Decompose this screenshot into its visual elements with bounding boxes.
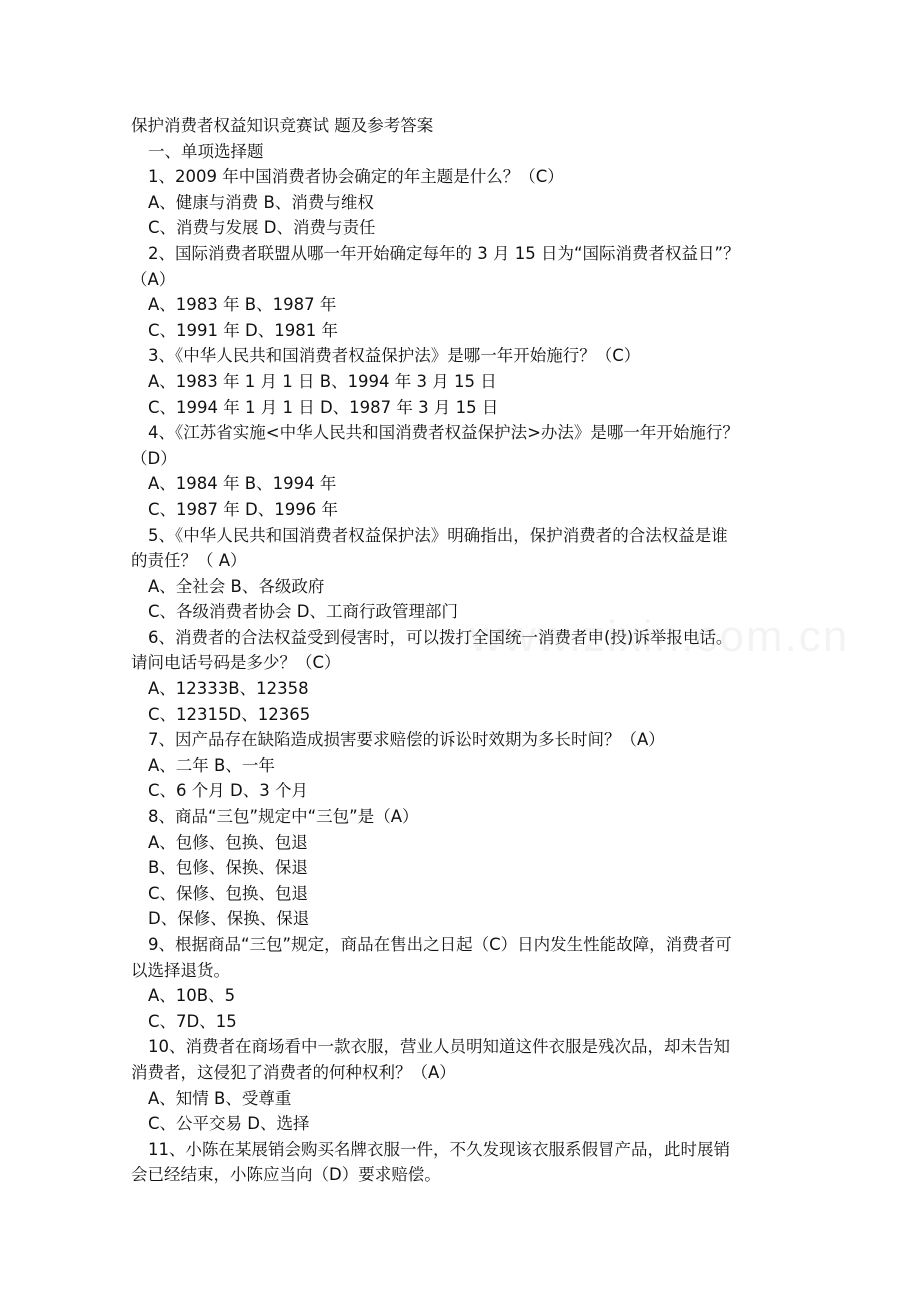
option-line: A、二年 B、一年 [148, 755, 275, 775]
option-line: A、包修、包换、包退 [148, 832, 308, 852]
question-9-continuation: 以选择退货。 [131, 960, 230, 980]
option-line: B、包修、保换、保退 [148, 858, 308, 878]
option-line: A、1984 年 B、1994 年 [148, 474, 337, 494]
question-6-continuation: 请问电话号码是多少？（C） [131, 653, 341, 673]
section-heading: 一、单项选择题 [148, 141, 264, 161]
question-10: 10、消费者在商场看中一款衣服，营业人员明知道这件衣服是残次品，却未告知 [148, 1037, 730, 1057]
option-line: D、保修、保换、保退 [148, 909, 310, 929]
option-line: C、1991 年 D、1981 年 [148, 320, 338, 340]
option-line: C、6 个月 D、3 个月 [148, 781, 308, 801]
document-title: 保护消费者权益知识竞赛试 题及参考答案 [131, 116, 434, 135]
option-line: C、1987 年 D、1996 年 [148, 499, 338, 519]
option-line: C、保修、包换、包退 [148, 883, 309, 903]
question-7: 7、因产品存在缺陷造成损害要求赔偿的诉讼时效期为多长时间？（A） [148, 730, 665, 750]
option-line: C、12315D、12365 [148, 704, 311, 724]
question-5: 5、《中华人民共和国消费者权益保护法》明确指出，保护消费者的合法权益是谁 [148, 525, 728, 545]
question-11-continuation: 会已经结束，小陈应当向（D）要求赔偿。 [131, 1165, 441, 1185]
question-3: 3、《中华人民共和国消费者权益保护法》是哪一年开始施行？（C） [148, 346, 641, 366]
option-line: A、10B、5 [148, 986, 236, 1006]
question-4: 4、《江苏省实施<中华人民共和国消费者权益保护法>办法》是哪一年开始施行？ [148, 423, 739, 443]
question-2: 2、国际消费者联盟从哪一年开始确定每年的 3 月 15 日为“国际消费者权益日”？ [148, 243, 740, 263]
option-line: C、7D、15 [148, 1011, 237, 1031]
option-line: A、健康与消费 B、消费与维权 [148, 192, 374, 212]
option-line: A、全社会 B、各级政府 [148, 576, 325, 596]
question-5-continuation: 的责任？（ A） [131, 551, 247, 571]
option-line: C、1994 年 1 月 1 日 D、1987 年 3 月 15 日 [148, 397, 499, 417]
question-9: 9、根据商品“三包”规定，商品在售出之日起（C）日内发生性能故障，消费者可 [148, 935, 732, 954]
option-line: A、1983 年 B、1987 年 [148, 295, 337, 315]
option-line: C、消费与发展 D、消费与责任 [148, 218, 376, 238]
document-body [131, 113, 811, 1188]
question-8: 8、商品“三包”规定中“三包”是（A） [148, 807, 419, 827]
question-10-continuation: 消费者，这侵犯了消费者的何种权利？（A） [131, 1062, 456, 1082]
question-2-answer: （A） [131, 269, 176, 289]
option-line: C、公平交易 D、选择 [148, 1114, 310, 1134]
question-1: 1、2009 年中国消费者协会确定的年主题是什么？（C） [148, 167, 564, 187]
option-line: C、各级消费者协会 D、工商行政管理部门 [148, 602, 458, 622]
option-line: A、12333B、12358 [148, 679, 309, 699]
question-6: 6、消费者的合法权益受到侵害时，可以拨打全国统一消费者申(投)诉举报电话。 [148, 627, 733, 647]
option-line: A、知情 B、受尊重 [148, 1088, 292, 1108]
question-4-answer: （D） [131, 448, 177, 468]
option-line: A、1983 年 1 月 1 日 B、1994 年 3 月 15 日 [148, 371, 497, 391]
question-11: 11、小陈在某展销会购买名牌衣服一件，不久发现该衣服系假冒产品，此时展销 [148, 1139, 730, 1159]
